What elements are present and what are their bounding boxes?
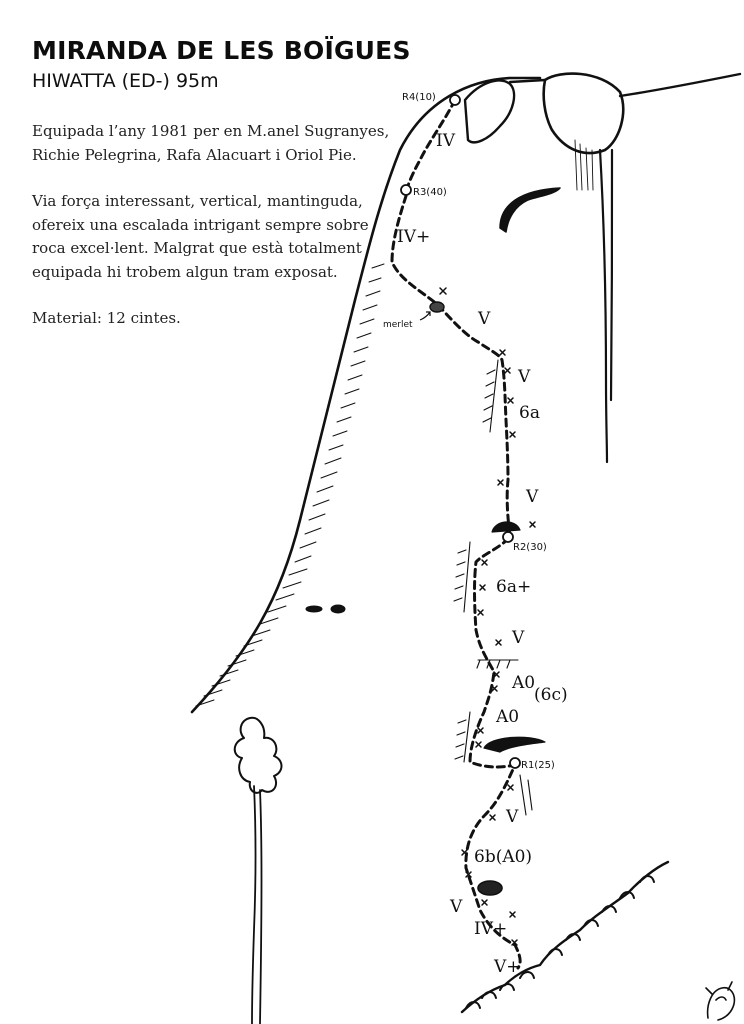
tree-trunk	[252, 786, 262, 1024]
grade-a0-lower: A0	[496, 707, 520, 727]
description-character: Via força interessant, vertical, mantinguda, ofereix una escalada intrigant sempre sobre roca excel·lent. Malgrat que està totalment equipada hi trobem algun tram exposat.	[32, 192, 369, 281]
belay-r2-label: R2(30)	[513, 542, 547, 553]
belay-r4-marker	[450, 95, 460, 105]
overhang-roof	[500, 188, 560, 232]
description-equipment: Equipada l’any 1981 per en M.anel Sugranyes, Richie Pelegrina, Rafa Alacuart i Oriol Pie.	[32, 122, 390, 164]
belay-r4-label: R4(10)	[402, 92, 436, 103]
right-pillar-outline	[600, 150, 612, 462]
grade-v-r1: V	[506, 807, 519, 827]
grade-v-lower: V	[450, 897, 463, 917]
grade-iv-plus-lower: IV+	[474, 919, 508, 939]
tree-crown	[235, 718, 282, 793]
grade-v-r2: V	[526, 487, 539, 507]
grade-6a-plus: 6a+	[496, 577, 532, 597]
summit-block-left	[465, 81, 514, 143]
artist-logo	[706, 982, 734, 1020]
description-material: Material: 12 cintes.	[32, 309, 181, 327]
grade-a0-upper: A0	[512, 673, 536, 693]
grade-6a: 6a	[519, 403, 540, 423]
left-wall-outline	[192, 78, 540, 712]
belay-r1-marker	[510, 758, 520, 768]
grade-v-plus-start: V+	[494, 957, 521, 977]
grade-pitch4-iv: IV	[436, 131, 455, 151]
merlet-boulder	[430, 302, 444, 312]
belay-r2-marker	[503, 532, 513, 542]
right-pillar-hatching	[575, 140, 593, 190]
summit-block-right	[544, 74, 623, 153]
belay-r3-marker	[401, 185, 411, 195]
hole-right	[331, 605, 345, 613]
grade-6b-a0: 6b(A0)	[474, 847, 533, 867]
grade-v-merlet: V	[478, 309, 491, 329]
ledge-r1	[484, 737, 545, 752]
grade-6c-free: (6c)	[534, 685, 568, 705]
grade-v-mid: V	[512, 628, 525, 648]
hole-left	[306, 606, 322, 612]
belay-r1-label: R1(25)	[521, 760, 555, 771]
page-title: MIRANDA DE LES BOÏGUES	[32, 36, 411, 65]
ledge-r2	[492, 522, 520, 532]
grade-v-upper: V	[518, 367, 531, 387]
left-wall-hatching	[196, 264, 384, 706]
route-subtitle: HIWATTA (ED-) 95m	[32, 70, 219, 92]
belay-r3-label: R3(40)	[413, 187, 447, 198]
merlet-pointer	[420, 312, 430, 320]
lower-pocket	[478, 881, 502, 895]
grade-iv-plus: IV+	[397, 227, 431, 247]
merlet-label: merlet	[383, 320, 413, 330]
